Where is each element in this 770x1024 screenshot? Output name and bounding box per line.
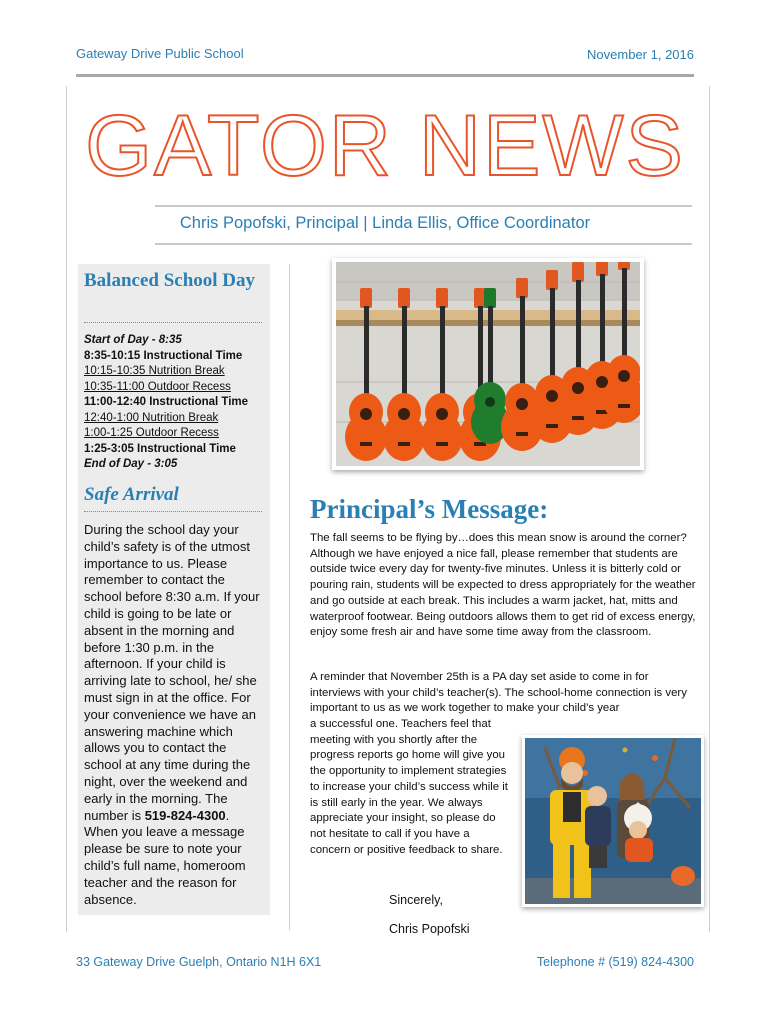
safe-arrival-heading: Safe Arrival (84, 484, 179, 505)
schedule-item: 1:25-3:05 Instructional Time (84, 442, 236, 455)
schedule-item: 1:00-1:25 Outdoor Recess (84, 427, 219, 439)
safe-arrival-phone: 519-824-4300 (144, 807, 226, 823)
schedule-item: 11:00-12:40 Instructional Time (84, 396, 249, 408)
schedule-item: 10:35-11:00 Outdoor Recess (84, 380, 231, 393)
safe-arrival-divider (84, 511, 262, 512)
page-edge-right (709, 86, 710, 932)
schedule-item: 8:35-10:15 Instructional Time (84, 349, 243, 362)
schedule-item: 12:40-1:00 Nutrition Break (84, 411, 219, 424)
masthead-title: GATOR NEWS (85, 98, 685, 194)
sign-off-name: Chris Popofski (389, 922, 470, 936)
sign-off-closing: Sincerely, (389, 893, 443, 907)
family-photo (522, 735, 704, 907)
principal-message-paragraph: A reminder that November 25th is a PA day set aside to come in for interviews with your child’s teacher(s). The school-home connection is very important to us as we work together to make your child’s year (310, 671, 687, 715)
schedule-heading: Balanced School Day (84, 270, 256, 291)
safe-arrival-text-end: . When you leave a message please be sure to note your child’s full name, homeroom teacher and the reason for absence. (84, 807, 246, 907)
principal-message-paragraph: a successful one. Teachers feel that meeting with you shortly after the progress reports go home will give you the opportunity to implement strategies to increase your child’s success while it is still early in the year. We always appreciate your insight, so please do not hesitate to call if you have a concern or positive feedback to share. (310, 718, 508, 856)
ukulele-photo-image (336, 262, 640, 466)
schedule-list (84, 333, 269, 473)
school-name: Gateway Drive Public School (76, 46, 244, 61)
safe-arrival-body (84, 522, 266, 908)
principal-message-heading: Principal’s Message: (310, 494, 549, 524)
schedule-item: 10:15-10:35 Nutrition Break (84, 365, 225, 377)
page-edge-left (66, 86, 67, 932)
column-divider (289, 264, 290, 930)
schedule-item: Start of Day - 8:35 (84, 334, 182, 346)
masthead-divider-top (155, 205, 692, 207)
ukulele-photo (332, 258, 644, 470)
masthead-divider-bottom (155, 243, 692, 245)
issue-date: November 1, 2016 (587, 47, 694, 62)
safe-arrival-text: During the school day your child’s safety is of the utmost importance to us. Please remember to contact the school before 8:30 a.m. If your child is going to be late or absent in the morning and before 1:30 p.m. in the afternoon. If your child is arriving late to school, he/ she must sign in at the office. For your convenience we have an answering machine which allows you to contact the school at any time during the night, over the weekend and early in the morning. The number is (84, 522, 260, 823)
family-photo-image (525, 738, 701, 904)
footer-address: 33 Gateway Drive Guelph, Ontario N1H 6X1 (76, 955, 322, 969)
staff-line: Chris Popofski, Principal | Linda Ellis, Office Coordinator (179, 214, 591, 232)
schedule-heading-divider (84, 322, 262, 323)
header-divider (76, 74, 694, 77)
principal-message-paragraph: The fall seems to be flying by…does this mean snow is around the corner? Although we have enjoyed a nice fall, please remember that students are outside twice every day for twenty-five minutes. Unless it is bitterly cold or pouring rain, students will be expected to dress appropriately for the weather and go outside at each break. This includes a warm jacket, hat, mitts and waterproof footwear. Being outdoors allows them to get rid of excess energy, enjoy some fresh air and have some time away from the classroom. (310, 532, 696, 639)
footer-phone: Telephone # (519) 824-4300 (536, 955, 694, 969)
schedule-item: End of Day - 3:05 (84, 458, 178, 470)
